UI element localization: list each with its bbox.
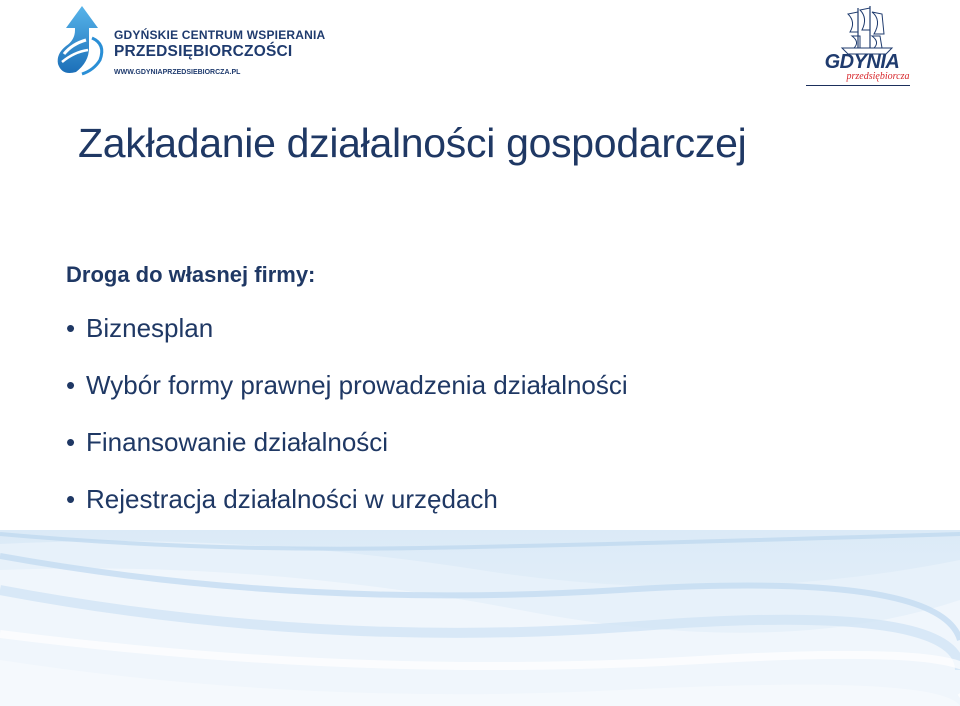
- slide-header: [0, 0, 960, 90]
- decorative-waves: [0, 530, 960, 706]
- bullet-list: [66, 312, 628, 540]
- slide-title: Zakładanie działalności gospodarczej: [78, 120, 747, 166]
- list-item: [66, 369, 628, 426]
- slide-subtitle: Droga do własnej firmy:: [66, 262, 316, 287]
- list-item: [66, 426, 628, 483]
- gdynia-logo-tagline: przedsiębiorcza: [846, 71, 910, 82]
- list-item-text: Biznesplan: [86, 313, 214, 343]
- gcwp-logo-icon: [52, 4, 112, 78]
- bullet-marker: •: [66, 313, 76, 343]
- bullet-marker: •: [66, 484, 76, 514]
- list-item-text: Wybór formy prawnej prowadzenia działalności: [86, 370, 628, 400]
- bullet-marker: •: [66, 427, 76, 457]
- organization-name-line1: GDYŃSKIE CENTRUM WSPIERANIA: [114, 28, 326, 42]
- list-item-text: Rejestracja działalności w urzędach: [86, 484, 498, 514]
- list-item-text: Finansowanie działalności: [86, 427, 389, 457]
- gdynia-logo-wordmark: GDYNIA: [824, 51, 900, 73]
- header-divider: [806, 85, 910, 86]
- organization-name-line2: PRZEDSIĘBIORCZOŚCI: [114, 43, 293, 60]
- bullet-marker: •: [66, 370, 76, 400]
- list-item: [66, 312, 628, 369]
- gdynia-logo-icon: [808, 2, 916, 86]
- organization-name: [114, 28, 325, 76]
- organization-website: WWW.GDYNIAPRZEDSIEBIORCZA.PL: [114, 69, 241, 76]
